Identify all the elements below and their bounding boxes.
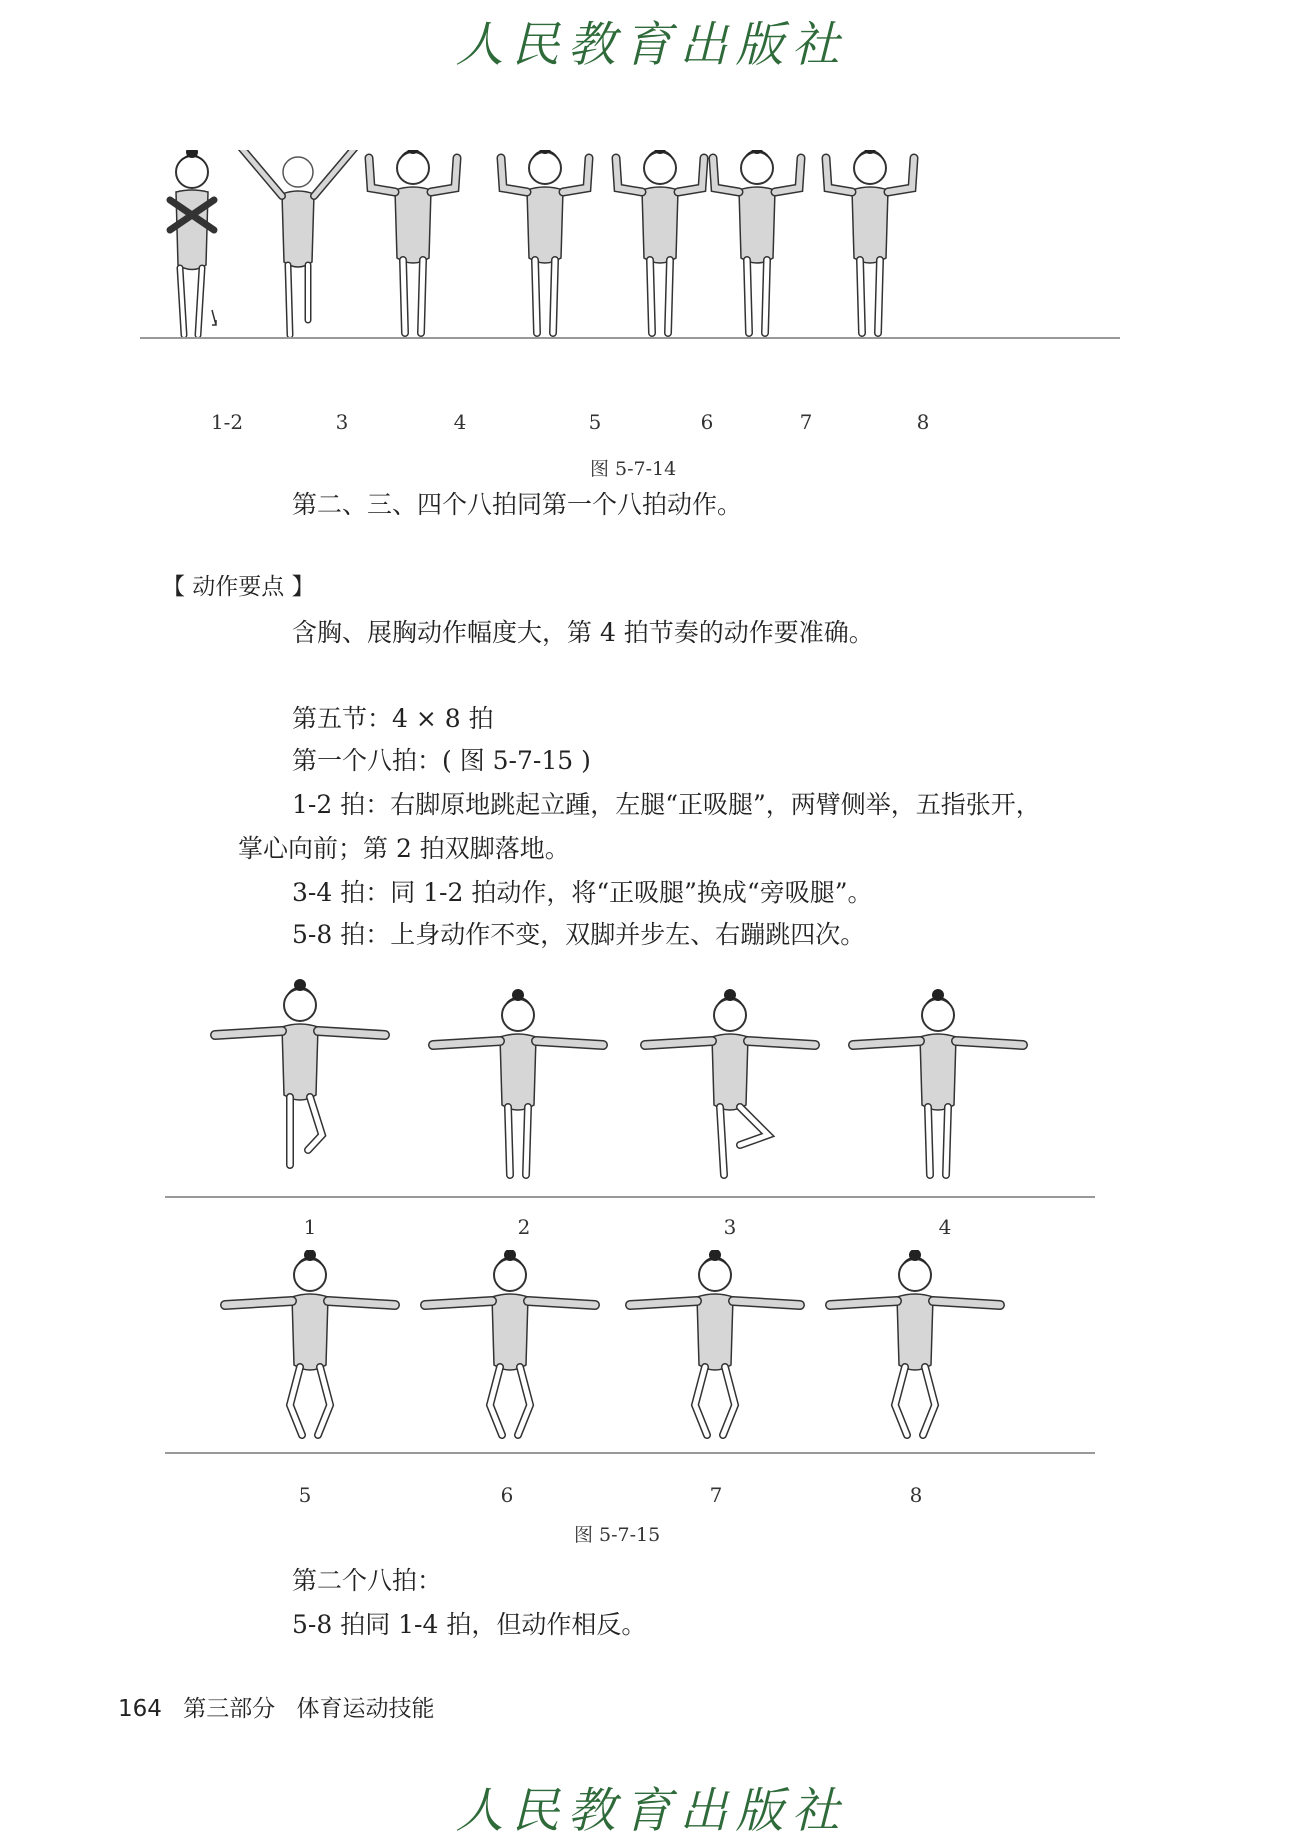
section-title: 第五节：4 × 8 拍	[292, 704, 494, 733]
figure-dancer-3	[233, 150, 363, 335]
beat-label: 6	[500, 1483, 514, 1507]
figure-dancer-1-2	[170, 150, 216, 335]
figure-dancer-5	[501, 150, 589, 333]
beat-label: 3	[723, 1215, 737, 1239]
section-heading: 【 动作要点 】	[162, 574, 315, 600]
beat-label: 3	[335, 410, 349, 434]
figure-caption: 图 5-7-15	[574, 1524, 661, 1546]
paragraph: 3-4 拍：同 1-2 拍动作，将“正吸腿”换成“旁吸腿”。	[292, 878, 873, 907]
beat-label: 2	[517, 1215, 531, 1239]
beat-label: 8	[916, 410, 930, 434]
figure-dancer-8	[830, 1250, 1000, 1435]
beat-label: 1-2	[210, 410, 244, 434]
figure-dancer-6	[425, 1250, 595, 1435]
paragraph: 掌心向前；第 2 拍双脚落地。	[238, 834, 570, 863]
figure-5-7-14	[130, 150, 1130, 395]
figure-dancer-3	[645, 989, 815, 1175]
publisher-logo-footer: 人民教育出版社	[455, 1783, 848, 1839]
paragraph: 第二、三、四个八拍同第一个八拍动作。	[292, 490, 743, 519]
figure-caption: 图 5-7-14	[590, 458, 677, 480]
beat-label: 5	[298, 1483, 312, 1507]
beat-label: 4	[453, 410, 467, 434]
page-footer	[118, 1690, 449, 1723]
publisher-logo-header: 人民教育出版社	[455, 17, 848, 73]
figure-dancer-2	[433, 989, 603, 1175]
beat-label: 8	[909, 1483, 923, 1507]
paragraph: 第二个八拍：	[292, 1566, 443, 1595]
paragraph: 5-8 拍同 1-4 拍，但动作相反。	[292, 1610, 647, 1639]
figure-dancer-7	[713, 150, 801, 333]
figure-dancer-6	[616, 150, 704, 333]
paragraph: 含胸、展胸动作幅度大，第 4 拍节奏的动作要准确。	[292, 618, 874, 647]
figure-dancer-5	[225, 1250, 395, 1435]
figure-5-7-15-row2	[160, 1250, 1100, 1470]
part-label: 第三部分	[183, 1696, 276, 1722]
beat-label: 4	[938, 1215, 952, 1239]
figure-dancer-8	[826, 150, 914, 333]
beat-label: 5	[588, 410, 602, 434]
figure-dancer-4	[369, 150, 457, 333]
figure-dancer-1	[215, 979, 385, 1165]
beat-label: 1	[303, 1215, 317, 1239]
subject-label: 体育运动技能	[296, 1696, 435, 1722]
page-number: 164	[118, 1696, 162, 1722]
figure-dancer-4	[853, 989, 1023, 1175]
beat-label: 7	[709, 1483, 723, 1507]
figure-dancer-7	[630, 1250, 800, 1435]
paragraph: 第一个八拍：( 图 5-7-15 )	[292, 746, 591, 775]
beat-label: 6	[700, 410, 714, 434]
paragraph: 1-2 拍：右脚原地跳起立踵，左腿“正吸腿”，两臂侧举，五指张开，	[292, 790, 1041, 819]
paragraph: 5-8 拍：上身动作不变，双脚并步左、右蹦跳四次。	[292, 920, 866, 949]
figure-5-7-15-row1	[160, 975, 1100, 1210]
beat-label: 7	[799, 410, 813, 434]
